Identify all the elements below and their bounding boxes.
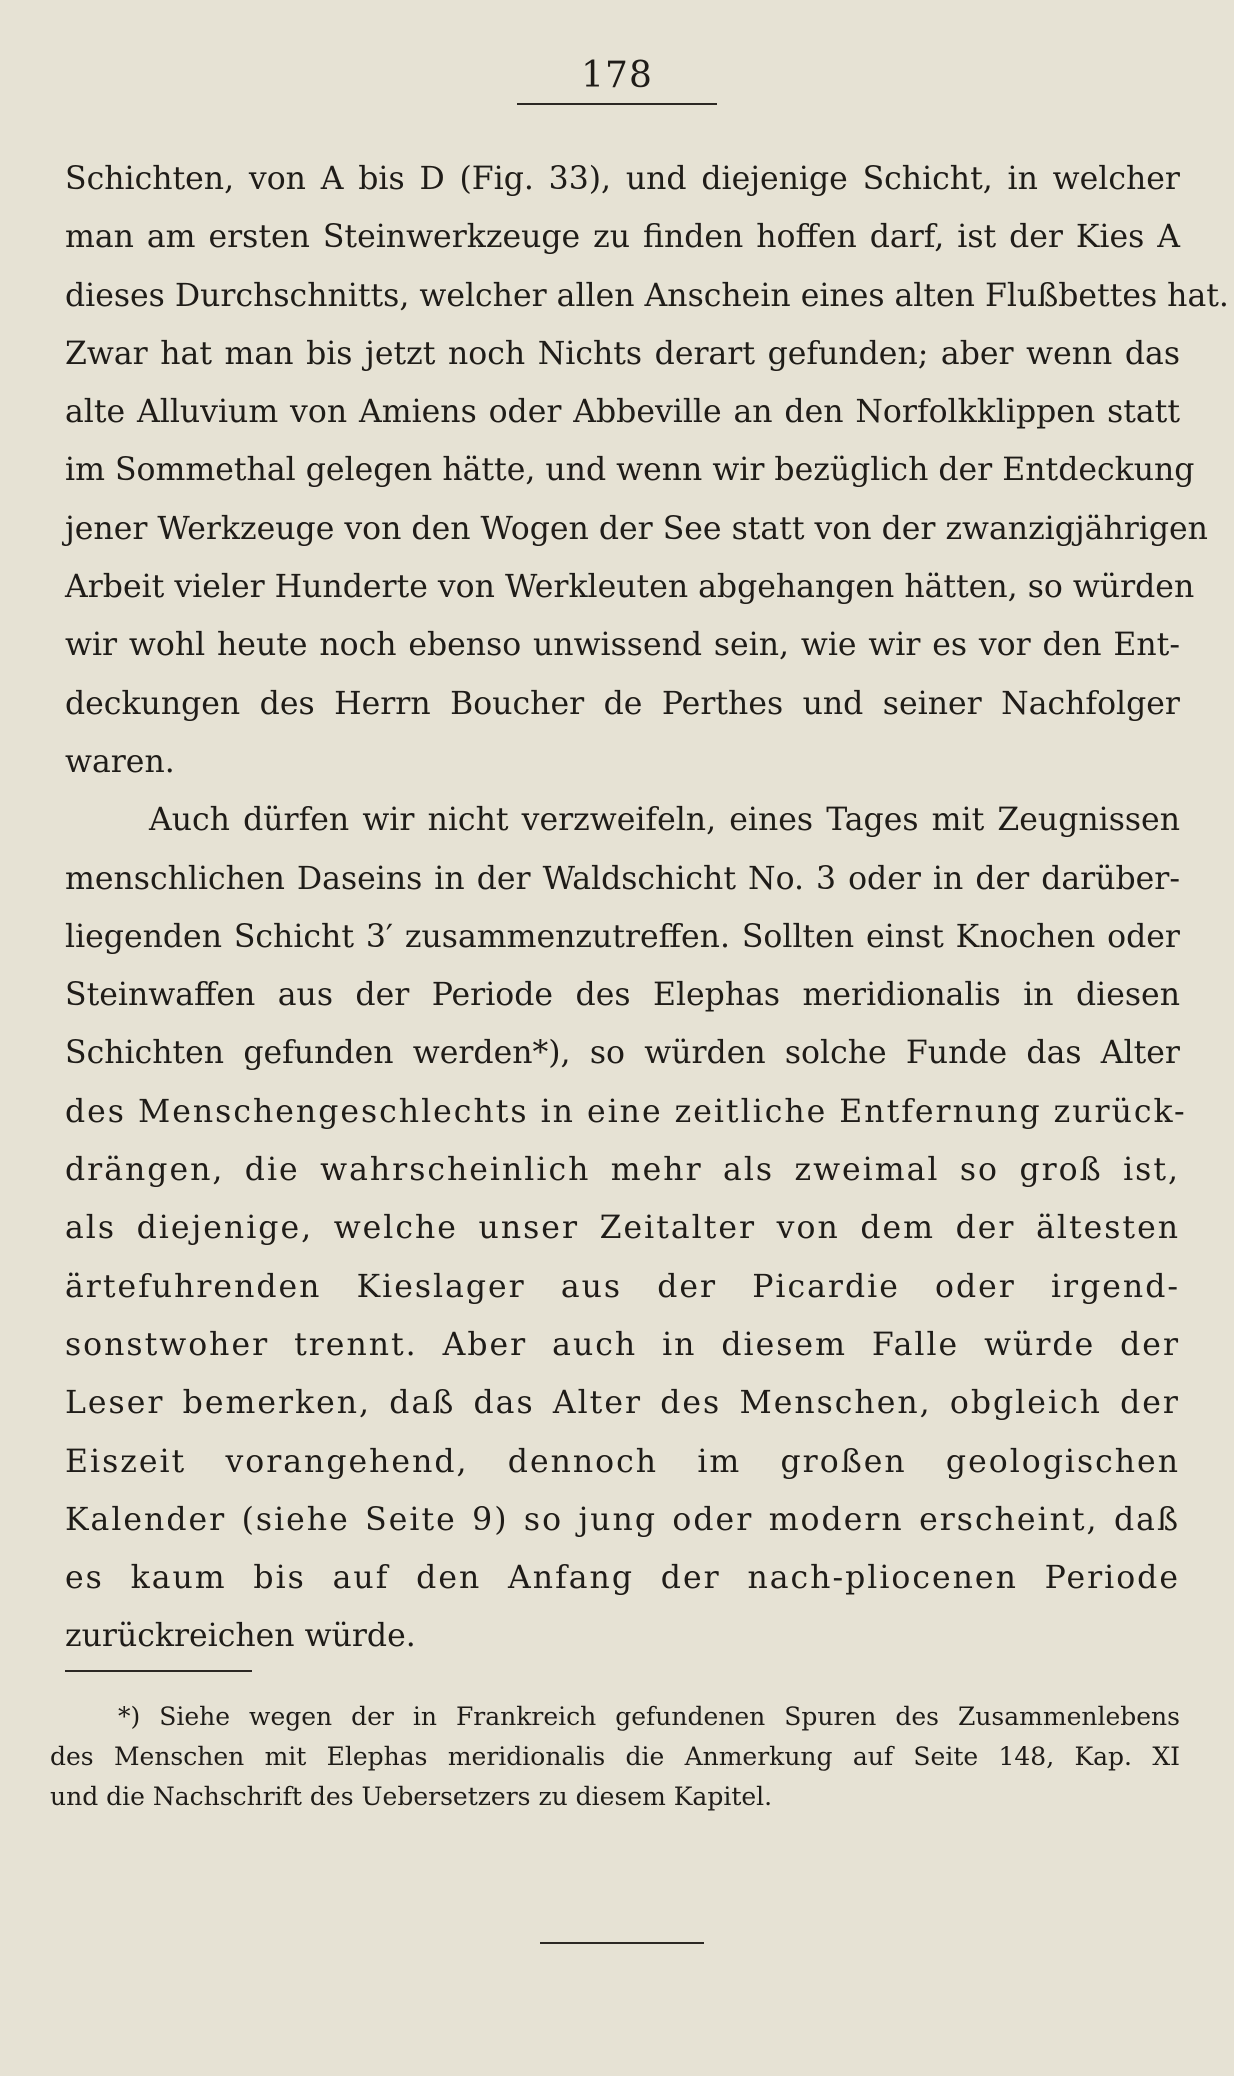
text-line: Steinwaffen aus der Periode des Elephas meridionalis in diesen	[65, 977, 1180, 1014]
text-line: Eiszeit vorangehend, dennoch im großen geologischen	[65, 1443, 1180, 1480]
text-line: Zwar hat man bis jetzt noch Nichts derart gefunden; aber wenn das	[65, 335, 1180, 372]
text-line: liegenden Schicht 3′ zusammenzutreffen. Sollten einst Knochen oder	[65, 918, 1180, 955]
page-number: 178	[581, 55, 653, 96]
text-line: Arbeit vieler Hunderte von Werkleuten abgehangen hätten, so würden	[65, 569, 1195, 606]
text-line: menschlichen Daseins in der Waldschicht No. 3 oder in der darüber-	[65, 860, 1180, 897]
text-line: man am ersten Steinwerkzeuge zu finden hoffen darf, ist der Kies A	[65, 219, 1180, 256]
text-line: deckungen des Herrn Boucher de Perthes und seiner Nachfolger	[65, 685, 1180, 722]
text-line: Kalender (siehe Seite 9) so jung oder modern erscheint, daß	[65, 1501, 1180, 1538]
bottom-rule	[540, 1942, 704, 1944]
text-line: es kaum bis auf den Anfang der nach-pliocenen Periode	[65, 1560, 1180, 1597]
text-line-paragraph-end: waren.	[65, 743, 175, 780]
text-line: Leser bemerken, daß das Alter des Menschen, obgleich der	[65, 1385, 1180, 1422]
text-line: Schichten gefunden werden*), so würden solche Funde das Alter	[65, 1035, 1180, 1072]
text-line: Schichten, von A bis D (Fig. 33), und diejenige Schicht, in welcher	[65, 161, 1180, 197]
footnote	[50, 1697, 1180, 1817]
text-line-paragraph-end: zurückreichen würde.	[65, 1618, 416, 1655]
text-line: jener Werkzeuge von den Wogen der See statt von der zwanzigjährigen	[65, 510, 1208, 547]
text-line: wir wohl heute noch ebenso unwissend sein, wie wir es vor den Ent-	[65, 627, 1180, 664]
footnote-line: des Menschen mit Elephas meridionalis die Anmerkung auf Seite 148, Kap. XI	[50, 1742, 1180, 1771]
footnote-rule	[65, 1670, 252, 1672]
text-line: sonstwoher trennt. Aber auch in diesem Falle würde der	[65, 1326, 1180, 1363]
footnote-line: und die Nachschrift des Uebersetzers zu diesem Kapitel.	[50, 1782, 773, 1811]
text-line: drängen, die wahrscheinlich mehr als zweimal so groß ist,	[65, 1152, 1180, 1189]
text-line: des Menschengeschlechts in eine zeitliche Entfernung zurück-	[65, 1093, 1187, 1130]
text-line: ärtefuhrenden Kieslager aus der Picardie oder irgend-	[65, 1268, 1180, 1305]
text-line: dieses Durchschnitts, welcher allen Anschein eines alten Flußbettes hat.	[65, 277, 1229, 314]
footnote-line: *) Siehe wegen der in Frankreich gefundenen Spuren des Zusammenlebens	[118, 1702, 1180, 1731]
text-line-paragraph-start: Auch dürfen wir nicht verzweifeln, eines Tages mit Zeugnissen	[149, 802, 1180, 839]
text-line: als diejenige, welche unser Zeitalter von dem der ältesten	[65, 1210, 1180, 1247]
header-rule	[517, 103, 717, 105]
text-line: im Sommethal gelegen hätte, und wenn wir bezüglich der Entdeckung	[65, 452, 1195, 489]
main-text	[65, 150, 1229, 1666]
text-line: alte Alluvium von Amiens oder Abbeville an den Norfolkklippen statt	[65, 394, 1180, 431]
